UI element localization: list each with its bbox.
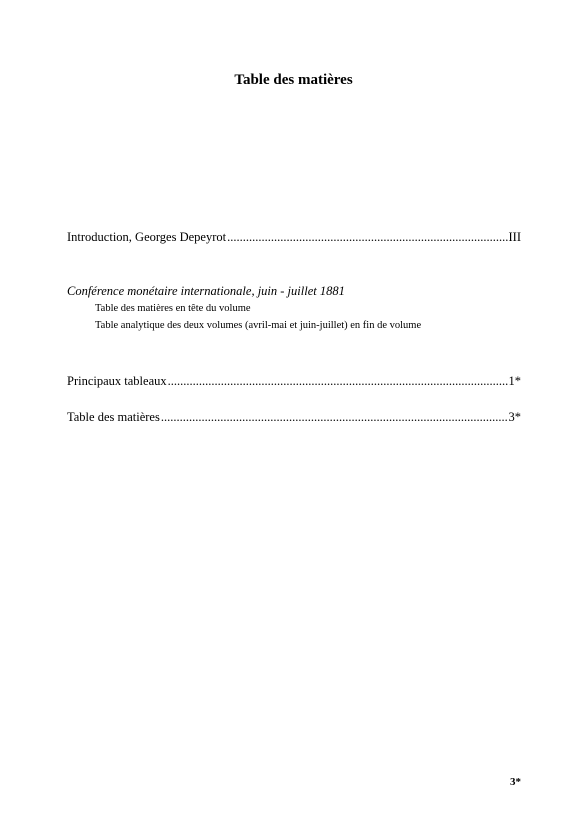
toc-entry-table-des-matieres[interactable]: [67, 409, 521, 425]
page-title: Table des matières: [234, 72, 353, 88]
dot-leader: [161, 409, 508, 425]
section-heading-conference: Conférence monétaire internationale, juin - juillet 1881: [67, 284, 345, 298]
dot-leader: [168, 373, 508, 389]
toc-entry-page: 3*: [508, 410, 521, 424]
toc-entry-principaux-tableaux[interactable]: [67, 373, 521, 389]
toc-entry-introduction[interactable]: [67, 229, 521, 245]
toc-entry-label: Introduction, Georges Depeyrot: [67, 230, 227, 244]
sub-item-table-analytique: Table analytique des deux volumes (avril-mai et juin-juillet) en fin de volume: [95, 320, 422, 331]
sub-item-table-des-matieres: Table des matières en tête du volume: [95, 303, 251, 314]
toc-entry-page: 1*: [508, 374, 521, 388]
footer-page-number: 3*: [510, 776, 521, 788]
toc-entry-label: Principaux tableaux: [67, 374, 167, 388]
toc-entry-page: III: [508, 230, 521, 244]
toc-entry-label: Table des matières: [67, 410, 160, 424]
dot-leader: [227, 229, 507, 245]
